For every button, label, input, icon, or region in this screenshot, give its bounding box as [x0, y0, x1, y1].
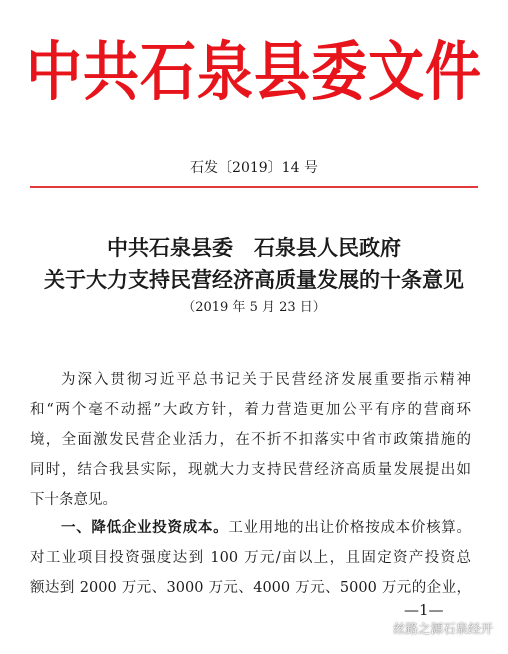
intro-line: 和“两个毫不动摇”大政方针，着力营造更加公平有序的营商环	[30, 402, 471, 418]
section-1-heading: 一、降低企业投资成本。	[61, 519, 229, 536]
document-title-line-2: 关于大力支持民营经济高质量发展的十条意见	[44, 267, 464, 292]
document-date: （2019 年 5 月 23 日）	[182, 300, 326, 315]
section-1-text: 工业用地的出让价格按成本价核算。	[228, 520, 471, 536]
intro-line: 下十条意见。	[30, 492, 117, 508]
section-1-line: 对工业项目投资强度达到 100 万元/亩以上，且固定资产投资总	[30, 550, 471, 566]
watermark	[371, 616, 493, 640]
document-masthead: 中共石泉县委文件	[26, 34, 482, 110]
document-number: 石发〔2019〕14 号	[190, 160, 318, 176]
document-title-line-1: 中共石泉县委 石泉县人民政府	[107, 235, 401, 260]
intro-line: 同时，结合我县实际，现就大力支持民营经济高质量发展提出如	[30, 462, 471, 478]
intro-line: 为深入贯彻习近平总书记关于民营经济发展重要指示精神	[61, 372, 471, 388]
section-1-line: 额达到 2000 万元、3000 万元、4000 万元、5000 万元的企业，	[30, 580, 471, 596]
page-number: —1—	[404, 601, 444, 619]
watermark-text: 丝路之源石泉经开	[393, 621, 494, 636]
red-divider	[30, 186, 478, 188]
section-1-first-line	[61, 518, 471, 538]
intro-line: 境，全面激发民营企业活力，在不折不扣落实中省市政策措施的	[30, 432, 471, 448]
wechat-icon	[371, 621, 389, 635]
